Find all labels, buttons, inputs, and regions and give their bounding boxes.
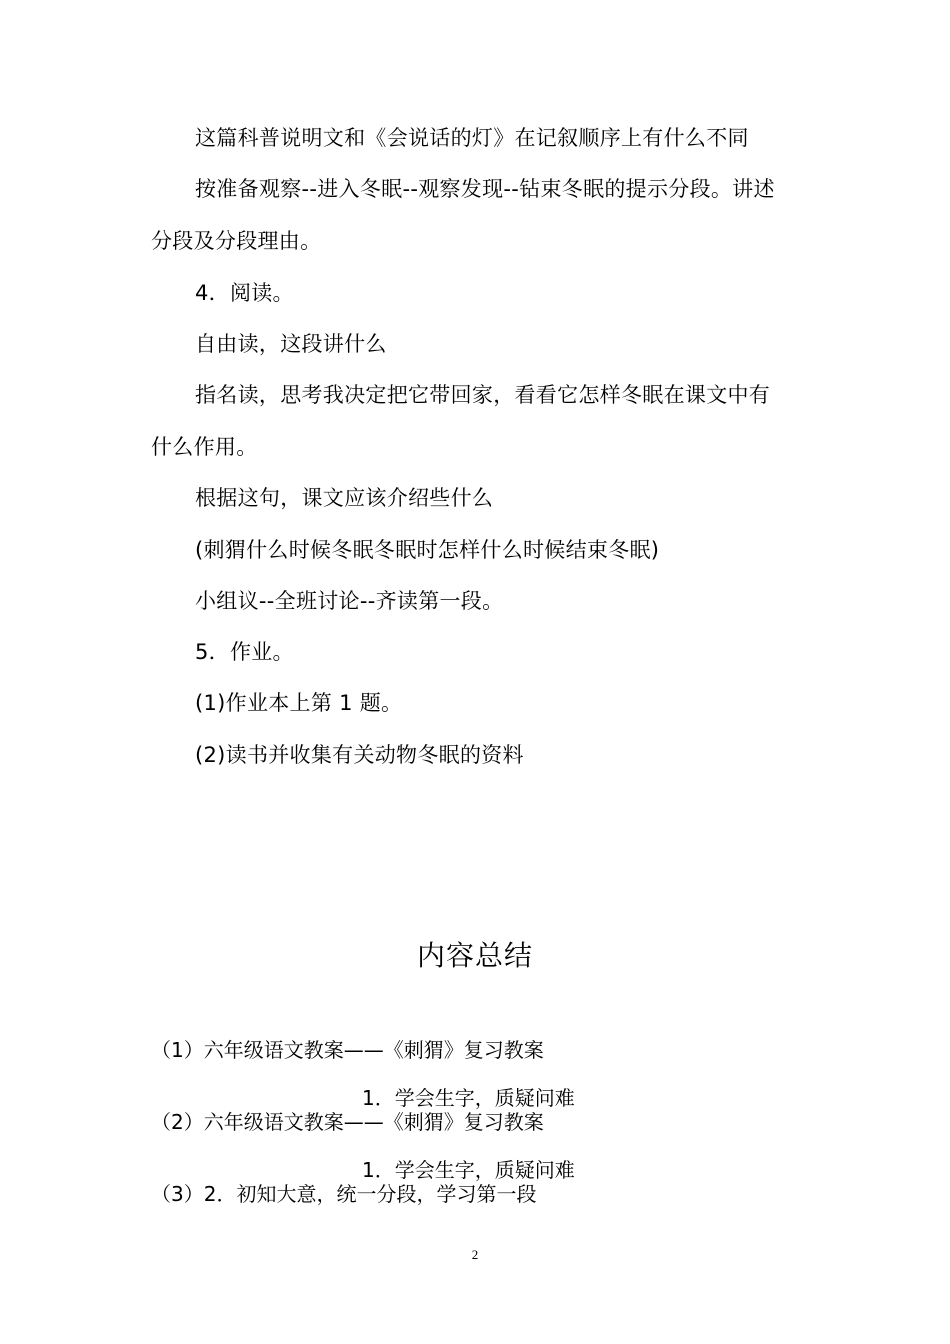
step-5-heading: 5．作业。	[195, 640, 294, 664]
homework-item-2: (2)读书并收集有关动物冬眠的资料	[195, 743, 524, 767]
summary-item-2: （2）六年级语文教案——《刺猬》复习教案	[151, 1110, 544, 1134]
homework-item-1: (1)作业本上第 1 题。	[195, 691, 403, 715]
paragraph-content-question: 根据这句，课文应该介绍些什么	[195, 486, 494, 510]
summary-item-1-sub: 1．学会生字，质疑问难	[362, 1086, 575, 1110]
step-4-heading: 4．阅读。	[195, 281, 294, 305]
paragraph-hedgehog-hibernation: (刺猬什么时候冬眠冬眠时怎样什么时候结束冬眠)	[195, 538, 660, 562]
summary-item-3: （3）2．初知大意，统一分段，学习第一段	[151, 1182, 537, 1206]
summary-item-1: （1）六年级语文教案——《刺猬》复习教案	[151, 1038, 544, 1062]
summary-item-2-sub: 1．学会生字，质疑问难	[362, 1158, 575, 1182]
paragraph-free-reading: 自由读，这段讲什么	[195, 332, 387, 356]
paragraph-named-reading-line2: 什么作用。	[151, 435, 258, 459]
page-number: 2	[471, 1247, 479, 1262]
summary-title: 内容总结	[416, 939, 533, 972]
paragraph-named-reading-line1: 指名读，思考我决定把它带回家，看看它怎样冬眠在课文中有	[195, 383, 771, 407]
paragraph-group-discussion: 小组议--全班讨论--齐读第一段。	[195, 589, 504, 613]
paragraph-segment-instructions-line2: 分段及分段理由。	[151, 229, 322, 253]
paragraph-segment-instructions-line1: 按准备观察--进入冬眠--观察发现--钻束冬眠的提示分段。讲述	[195, 177, 775, 201]
paragraph-reading-order-question: 这篇科普说明文和《会说话的灯》在记叙顺序上有什么不同	[195, 126, 749, 150]
